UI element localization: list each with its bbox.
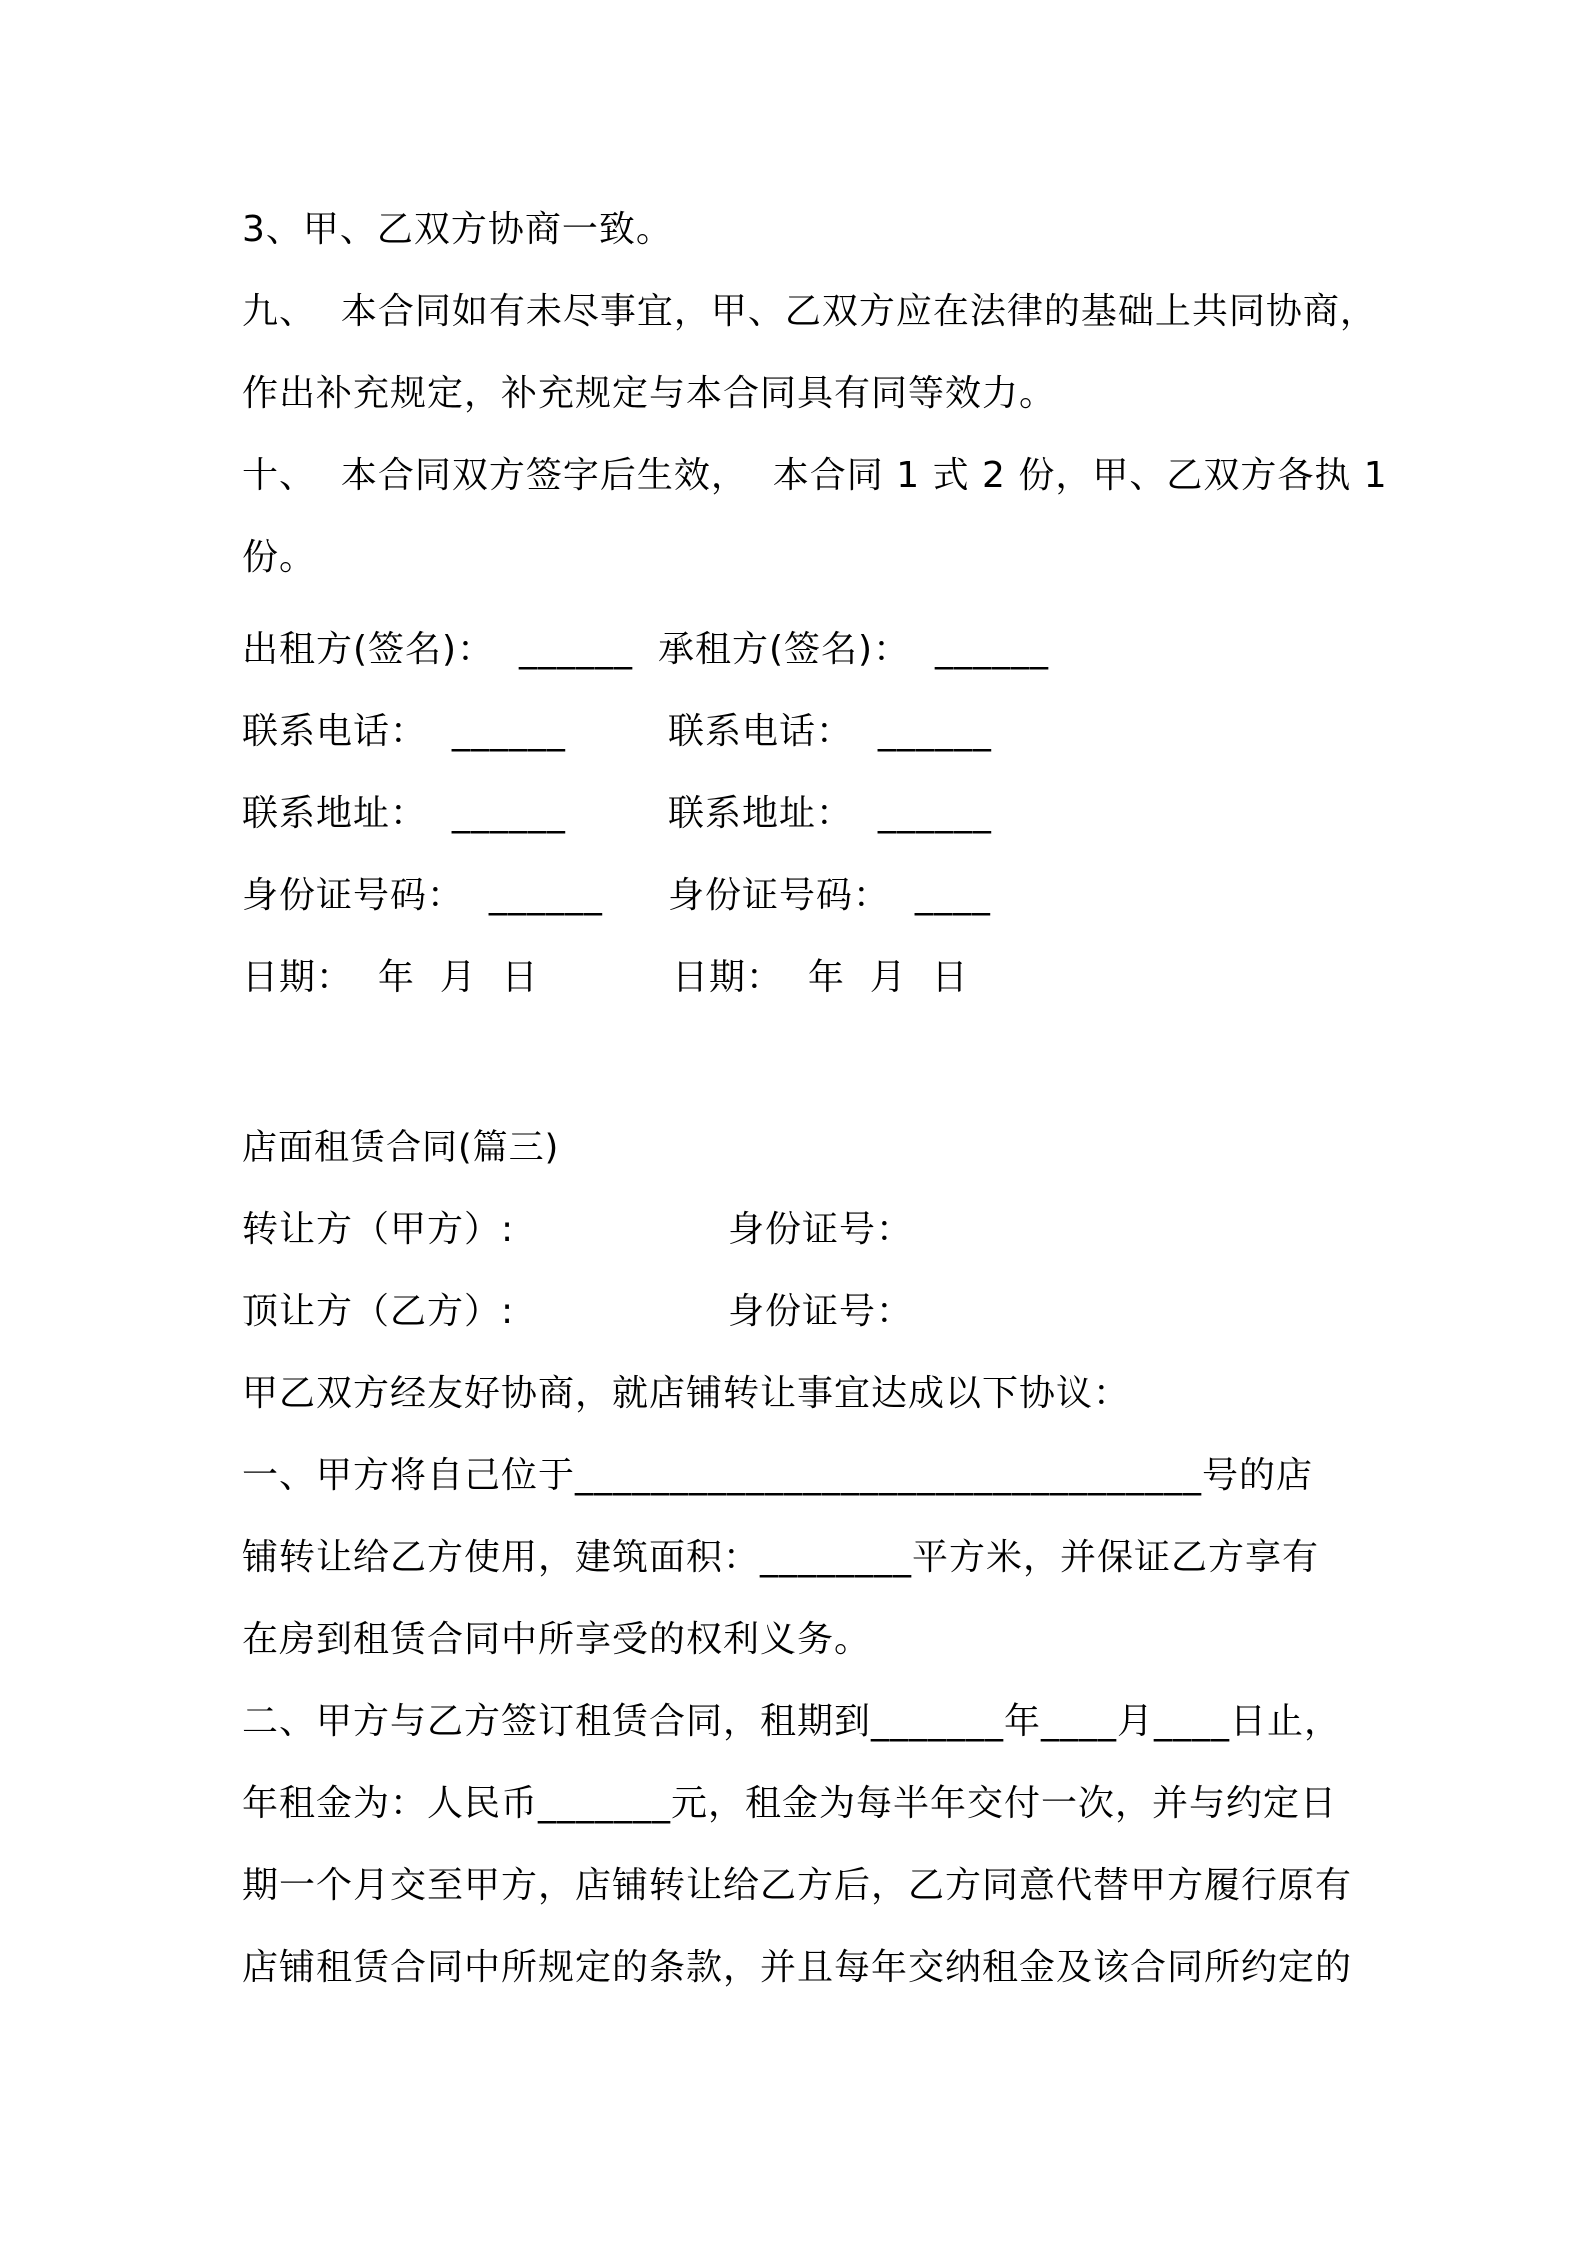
contract-3-clause-2-line4: 店铺租赁合同中所规定的条款，并且每年交纳租金及该合同所约定的 (242, 1947, 1353, 1988)
lessor-address: 联系地址： ______ (242, 793, 566, 834)
contract-3-clause-2-line2: 年租金为：人民币_______元，租金为每半年交付一次，并与约定日 (242, 1783, 1338, 1824)
lessee-signature: 承租方(签名)： ______ (658, 629, 1049, 670)
contract-3-clause-1-line3: 在房到租赁合同中所享受的权利义务。 (242, 1619, 872, 1660)
contract-3-title: 店面租赁合同(篇三) (242, 1128, 560, 1168)
lessee-id-number: 身份证号码： ____ (668, 875, 991, 916)
paragraph-clause-9-line1: 九、 本合同如有未尽事宜，甲、乙双方应在法律的基础上共同协商， (242, 291, 1377, 332)
contract-3-clause-2-line3: 期一个月交至甲方，店铺转让给乙方后，乙方同意代替甲方履行原有 (242, 1865, 1353, 1906)
paragraph-clause-9-line2: 作出补充规定，补充规定与本合同具有同等效力。 (242, 373, 1057, 414)
transferor-label: 转让方（甲方）: (242, 1209, 515, 1250)
lessor-signature: 出租方(签名)： ______ (242, 629, 633, 670)
lessor-date: 日期： 年 月 日 (242, 957, 539, 998)
lessor-phone: 联系电话： ______ (242, 711, 566, 752)
lessee-date: 日期： 年 月 日 (672, 957, 969, 998)
paragraph-clause-10-line1: 十、 本合同双方签字后生效， 本合同 1 式 2 份，甲、乙双方各执 1 (242, 455, 1388, 496)
transferee-label: 顶让方（乙方）: (242, 1291, 515, 1332)
transferor-id-label: 身份证号： (728, 1209, 914, 1250)
contract-3-intro: 甲乙双方经友好协商，就店铺转让事宜达成以下协议： (242, 1373, 1131, 1414)
paragraph-clause-10-line2: 份。 (242, 537, 317, 578)
contract-3-clause-1-line1: 一、甲方将自己位于_________________________________号的店 (242, 1455, 1314, 1496)
lessee-phone: 联系电话： ______ (668, 711, 992, 752)
lessor-id-number: 身份证号码： ______ (242, 875, 603, 916)
transferee-id-label: 身份证号： (728, 1291, 914, 1332)
paragraph-clause-3: 3、甲、乙双方协商一致。 (242, 209, 673, 250)
contract-3-clause-2-line1: 二、甲方与乙方签订租赁合同，租期到_______年____月____日止， (242, 1701, 1342, 1742)
lessee-address: 联系地址： ______ (668, 793, 992, 834)
contract-3-clause-1-line2: 铺转让给乙方使用，建筑面积：________平方米，并保证乙方享有 (242, 1537, 1320, 1578)
